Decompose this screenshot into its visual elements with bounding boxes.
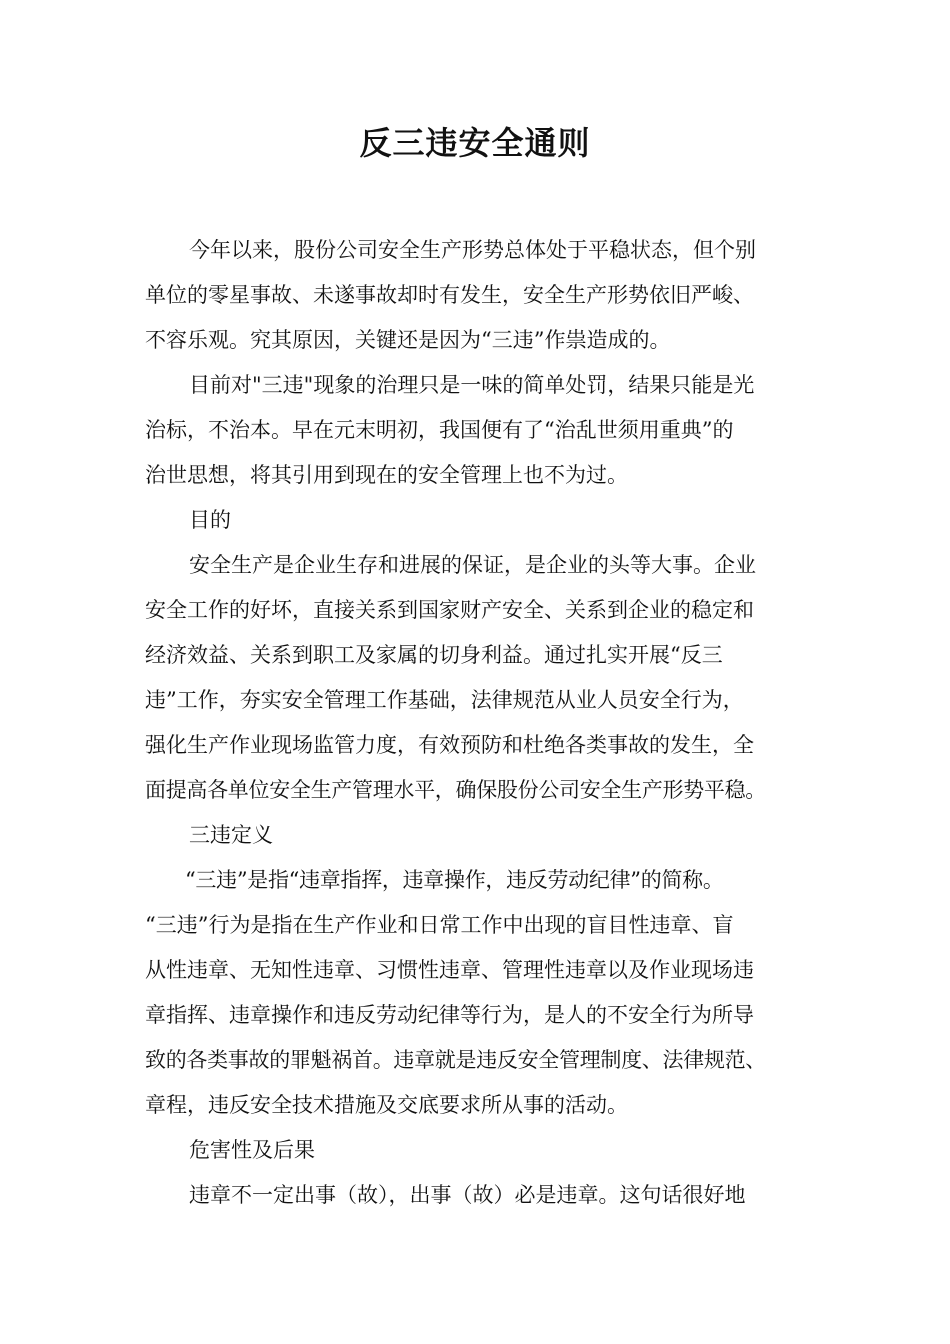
paragraph-line: 强化生产作业现场监管力度，有效预防和杜绝各类事故的发生，全 bbox=[145, 733, 754, 757]
paragraph-line: 不容乐观。究其原因，关键还是因为“三违”作祟造成的。 bbox=[145, 328, 671, 352]
paragraph-line: “三违”是指“违章指挥，违章操作，违反劳动纪律”的简称。 bbox=[185, 868, 724, 892]
paragraph-line: 治世思想，将其引用到现在的安全管理上也不为过。 bbox=[145, 463, 628, 487]
paragraph-line: 经济效益、关系到职工及家属的切身利益。通过扎实开展“反三 bbox=[145, 643, 723, 667]
paragraph-line: 从性违章、无知性违章、习惯性违章、管理性违章以及作业现场违 bbox=[145, 958, 754, 982]
document-title: 反三违安全通则 bbox=[359, 124, 591, 162]
section-heading: 危害性及后果 bbox=[189, 1138, 315, 1162]
paragraph-line: 面提高各单位安全生产管理水平，确保股份公司安全生产形势平稳。 bbox=[145, 778, 766, 802]
paragraph-line: 治标，不治本。早在元末明初，我国便有了“治乱世须用重典”的 bbox=[145, 418, 734, 442]
paragraph-line: “三违”行为是指在生产作业和日常工作中出现的盲目性违章、盲 bbox=[145, 913, 734, 937]
paragraph-line: 今年以来，股份公司安全生产形势总体处于平稳状态，但个别 bbox=[189, 238, 756, 262]
paragraph-line: 违”工作，夯实安全管理工作基础，法律规范从业人员安全行为， bbox=[145, 688, 744, 712]
section-heading: 三违定义 bbox=[189, 823, 273, 847]
paragraph-line: 违章不一定出事（故），出事（故）必是违章。这句话很好地 bbox=[189, 1183, 746, 1207]
paragraph-line: 安全工作的好坏，直接关系到国家财产安全、关系到企业的稳定和 bbox=[145, 598, 754, 622]
paragraph-line: 单位的零星事故、未遂事故却时有发生，安全生产形势依旧严峻、 bbox=[145, 283, 754, 307]
paragraph-line: 章程，违反安全技术措施及交底要求所从事的活动。 bbox=[145, 1093, 628, 1117]
paragraph-line: 安全生产是企业生存和进展的保证，是企业的头等大事。企业 bbox=[189, 553, 756, 577]
document-body bbox=[145, 228, 825, 1218]
paragraph-line: 章指挥、违章操作和违反劳动纪律等行为，是人的不安全行为所导 bbox=[145, 1003, 754, 1027]
section-heading: 目的 bbox=[189, 508, 231, 532]
paragraph-line: 目前对"三违"现象的治理只是一味的简单处罚，结果只能是光 bbox=[189, 373, 755, 397]
paragraph-line: 致的各类事故的罪魁祸首。违章就是违反安全管理制度、法律规范、 bbox=[145, 1048, 766, 1072]
